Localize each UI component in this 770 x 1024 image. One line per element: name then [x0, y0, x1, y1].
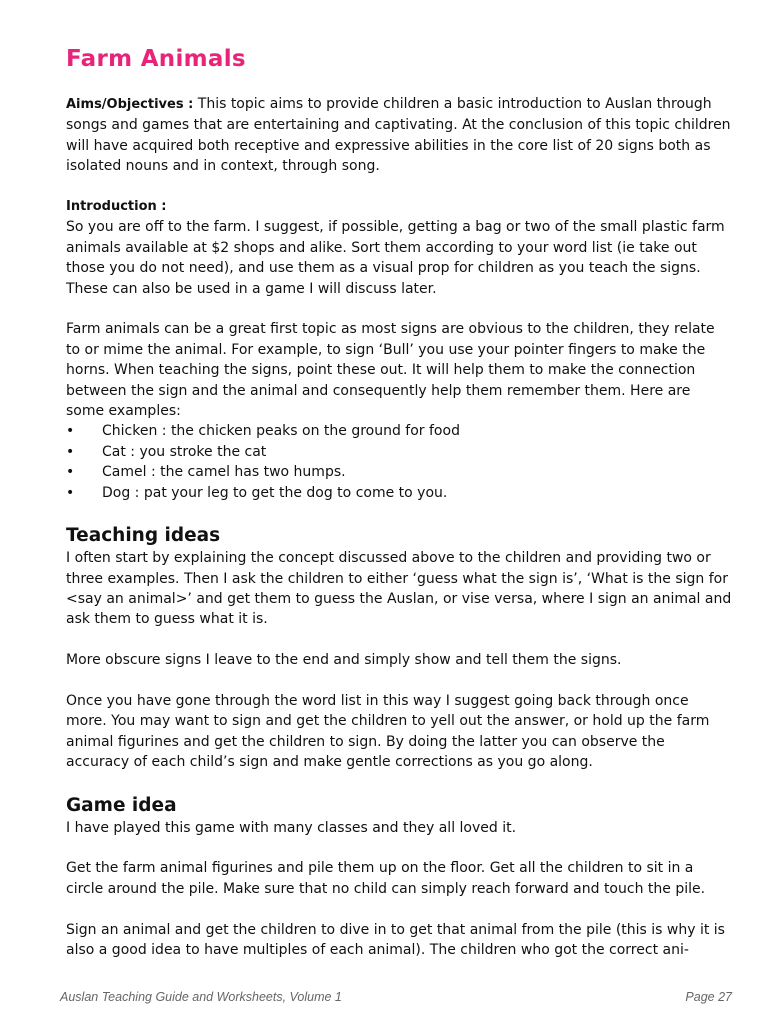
list-item-text: Chicken : the chicken peaks on the ground for food: [102, 423, 460, 440]
game-idea-heading: Game idea: [66, 794, 177, 816]
bullet-icon: •: [66, 423, 75, 440]
aims-text: This topic aims to provide children a basic introduction to Auslan through songs and games that are entertaining and captivating. At the conclusion of this topic children will have acquired both receptive and expressive abilities in the core list of 20 signs both as isolated nouns and in context, through song.: [66, 96, 731, 175]
teaching-ideas-heading: Teaching ideas: [66, 525, 221, 547]
page-title: Farm Animals: [66, 46, 246, 72]
game-paragraph-3: Sign an animal and get the children to dive in to get that animal from the pile (this is why it is also a good idea to have multiples of each animal). The children who got the correct ani-: [66, 921, 725, 958]
list-item: [66, 442, 732, 462]
aims-paragraph: [66, 94, 732, 177]
bullet-icon: •: [66, 443, 75, 460]
list-item: [66, 421, 732, 441]
footer-book-title: Auslan Teaching Guide and Worksheets, Volume 1: [60, 990, 342, 1004]
teaching-paragraph-3: Once you have gone through the word list in this way I suggest going back through once more. You may want to sign and get the children to yell out the answer, or hold up the farm animal figurines and get the children to sign. By doing the latter you can observe the accuracy of each child’s sign and make gentle corrections as you go along.: [66, 692, 710, 771]
bullet-icon: •: [66, 484, 75, 501]
examples-list: [66, 421, 732, 503]
introduction-paragraph-1: So you are off to the farm. I suggest, if possible, getting a bag or two of the small plastic farm animals available at $2 shops and alike. Sort them according to your word list (ie take out those you do not need), and use them as a visual prop for children as you teach the signs. These can also be used in a game I will discuss later.: [66, 219, 725, 297]
page-content: [66, 46, 732, 960]
aims-label: Aims/Objectives :: [66, 97, 194, 112]
list-item-text: Camel : the camel has two humps.: [102, 464, 346, 481]
bullet-icon: •: [66, 464, 75, 481]
list-item-text: Cat : you stroke the cat: [102, 443, 267, 460]
teaching-paragraph-2: More obscure signs I leave to the end and simply show and tell them the signs.: [66, 652, 622, 669]
list-item: [66, 483, 732, 503]
game-paragraph-1: I have played this game with many classes and they all loved it.: [66, 819, 517, 836]
list-item-text: Dog : pat your leg to get the dog to come to you.: [102, 484, 448, 501]
introduction-paragraph-2: Farm animals can be a great first topic as most signs are obvious to the children, they relate to or mime the animal. For example, to sign ‘Bull’ you use your pointer fingers to make the horns. When teaching the signs, point these out. It will help them to make the connection between the sign and the animal and consequently help them remember them. Here are some examples:: [66, 321, 715, 420]
game-paragraph-2: Get the farm animal figurines and pile them up on the floor. Get all the children to sit in a circle around the pile. Make sure that no child can simply reach forward and touch the pile.: [66, 860, 706, 897]
introduction-label: Introduction :: [66, 199, 167, 215]
teaching-paragraph-1: I often start by explaining the concept discussed above to the children and providing two or three examples. Then I ask the children to either ‘guess what the sign is’, ‘What is the sign for <say an animal>’ and get them to guess the Auslan, or vise versa, where I sign an animal and ask them to guess what it is.: [66, 550, 732, 628]
footer-page-number: Page 27: [685, 990, 732, 1004]
list-item: [66, 462, 732, 482]
